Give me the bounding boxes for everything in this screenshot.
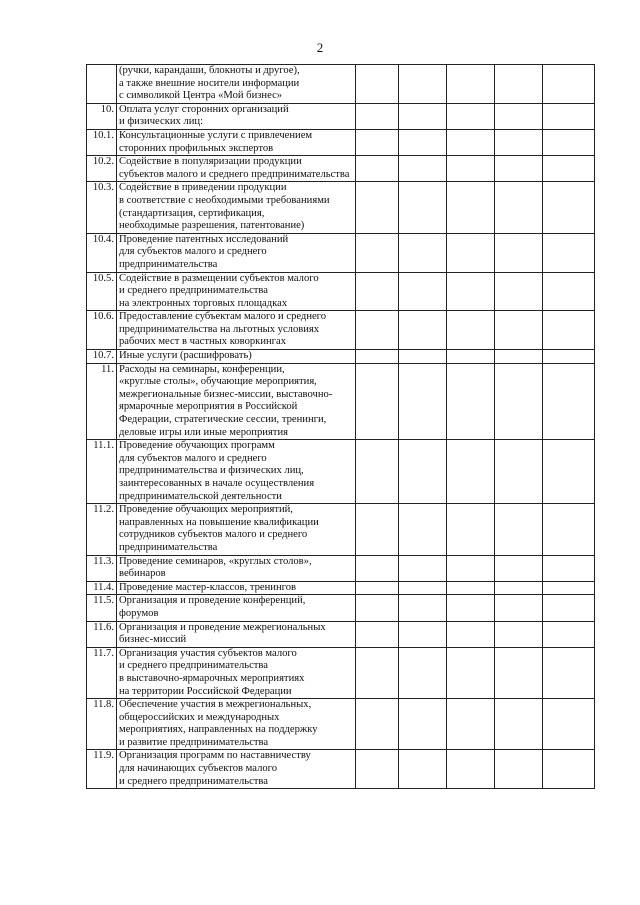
empty-cell	[495, 621, 543, 647]
description-line: и развитие предпринимательства	[119, 736, 269, 748]
row-description	[117, 750, 356, 789]
empty-cell	[495, 103, 543, 129]
description-line: мероприятиях, направленных на поддержку	[119, 724, 318, 736]
description-line: вебинаров	[119, 568, 166, 580]
table-row	[87, 233, 595, 272]
row-description	[117, 699, 356, 750]
empty-cell	[543, 156, 595, 182]
table-row	[87, 750, 595, 789]
row-number: 11.5.	[87, 595, 117, 621]
row-number: 11.8.	[87, 699, 117, 750]
empty-cell	[447, 363, 495, 440]
empty-cell	[495, 504, 543, 555]
table-row	[87, 504, 595, 555]
row-number: 11.	[87, 363, 117, 440]
description-line: заинтересованных в начале осуществления	[119, 478, 315, 489]
empty-cell	[399, 699, 447, 750]
description-line: Консультационные услуги с привлечением	[119, 129, 313, 141]
empty-cell	[447, 233, 495, 272]
description-line: предпринимательской деятельности	[119, 490, 282, 502]
row-description	[117, 311, 356, 350]
description-line: Организация и проведение межрегиональных	[119, 621, 326, 633]
row-number: 10.1.	[87, 129, 117, 155]
description-line: необходимые разрешения, патентование)	[119, 220, 305, 232]
table-row	[87, 581, 595, 595]
empty-cell	[495, 233, 543, 272]
empty-cell	[543, 182, 595, 233]
empty-cell	[543, 699, 595, 750]
empty-cell	[543, 272, 595, 311]
description-line: Содействие в приведении продукции	[119, 182, 287, 194]
empty-cell	[447, 555, 495, 581]
description-line: Обеспечение участия в межрегиональных,	[119, 699, 312, 711]
empty-cell	[399, 233, 447, 272]
empty-cell	[356, 363, 399, 440]
description-line: Предоставление субъектам малого и среднего	[119, 311, 327, 323]
row-description	[117, 182, 356, 233]
empty-cell	[399, 440, 447, 504]
empty-cell	[495, 156, 543, 182]
empty-cell	[356, 182, 399, 233]
table-row	[87, 182, 595, 233]
empty-cell	[495, 699, 543, 750]
empty-cell	[447, 182, 495, 233]
table-row	[87, 103, 595, 129]
description-line: и среднего предпринимательства	[119, 660, 268, 672]
empty-cell	[543, 440, 595, 504]
empty-cell	[399, 103, 447, 129]
empty-cell	[399, 65, 447, 104]
empty-cell	[356, 233, 399, 272]
row-description	[117, 440, 356, 504]
description-line: предпринимательства	[119, 258, 218, 270]
empty-cell	[356, 750, 399, 789]
empty-cell	[495, 750, 543, 789]
empty-cell	[399, 129, 447, 155]
empty-cell	[495, 350, 543, 364]
description-line: Организация участия субъектов малого	[119, 647, 297, 659]
empty-cell	[399, 350, 447, 364]
empty-cell	[447, 440, 495, 504]
table-row	[87, 595, 595, 621]
empty-cell	[495, 272, 543, 311]
table-row	[87, 621, 595, 647]
empty-cell	[356, 595, 399, 621]
description-line: (ручки, карандаши, блокноты и другое),	[119, 65, 300, 76]
description-line: предпринимательства и физических лиц,	[119, 465, 304, 477]
empty-cell	[399, 621, 447, 647]
description-line: с символикой Центра «Мой бизнес»	[119, 90, 283, 102]
row-description	[117, 103, 356, 129]
empty-cell	[543, 595, 595, 621]
row-number: 11.7.	[87, 647, 117, 698]
empty-cell	[356, 350, 399, 364]
empty-cell	[543, 504, 595, 555]
table-row	[87, 363, 595, 440]
empty-cell	[543, 65, 595, 104]
empty-cell	[495, 363, 543, 440]
empty-cell	[543, 581, 595, 595]
empty-cell	[356, 647, 399, 698]
empty-cell	[399, 311, 447, 350]
description-line: для субъектов малого и среднего	[119, 452, 267, 464]
table-row	[87, 350, 595, 364]
description-line: ярмарочные мероприятия в Российской	[119, 401, 298, 413]
empty-cell	[543, 647, 595, 698]
row-number	[87, 65, 117, 104]
row-description	[117, 647, 356, 698]
table-row	[87, 65, 595, 104]
row-description	[117, 363, 356, 440]
empty-cell	[399, 581, 447, 595]
row-number: 11.6.	[87, 621, 117, 647]
table-row	[87, 156, 595, 182]
description-line: Оплата услуг сторонних организаций	[119, 103, 289, 115]
description-line: сотрудников субъектов малого и среднего	[119, 529, 308, 541]
empty-cell	[543, 555, 595, 581]
description-line: Организация и проведение конференций,	[119, 595, 306, 607]
row-description	[117, 272, 356, 311]
row-description	[117, 595, 356, 621]
description-line: (стандартизация, сертификация,	[119, 207, 265, 219]
row-description	[117, 504, 356, 555]
description-line: форумов	[119, 607, 159, 619]
empty-cell	[399, 182, 447, 233]
description-line: субъектов малого и среднего предпринимательства	[119, 168, 350, 180]
description-line: предпринимательства на льготных условиях	[119, 323, 320, 335]
row-number: 11.3.	[87, 555, 117, 581]
empty-cell	[356, 272, 399, 311]
description-line: сторонних профильных экспертов	[119, 142, 274, 154]
row-description	[117, 555, 356, 581]
empty-cell	[356, 699, 399, 750]
empty-cell	[495, 595, 543, 621]
empty-cell	[447, 750, 495, 789]
empty-cell	[356, 103, 399, 129]
empty-cell	[356, 311, 399, 350]
empty-cell	[399, 272, 447, 311]
empty-cell	[447, 350, 495, 364]
empty-cell	[495, 311, 543, 350]
empty-cell	[447, 129, 495, 155]
description-line: бизнес-миссий	[119, 634, 187, 646]
row-description	[117, 129, 356, 155]
description-line: Содействие в размещении субъектов малого	[119, 272, 319, 284]
empty-cell	[447, 156, 495, 182]
table-row	[87, 272, 595, 311]
empty-cell	[543, 129, 595, 155]
empty-cell	[356, 555, 399, 581]
description-line: «круглые столы», обучающие мероприятия,	[119, 376, 317, 388]
row-description	[117, 621, 356, 647]
empty-cell	[399, 647, 447, 698]
description-line: Расходы на семинары, конференции,	[119, 363, 285, 375]
empty-cell	[447, 581, 495, 595]
description-line: общероссийских и международных	[119, 711, 280, 723]
row-description	[117, 233, 356, 272]
empty-cell	[447, 595, 495, 621]
description-line: и среднего предпринимательства	[119, 775, 268, 787]
description-line: Проведение обучающих программ	[119, 440, 275, 452]
empty-cell	[356, 440, 399, 504]
empty-cell	[447, 647, 495, 698]
empty-cell	[495, 65, 543, 104]
row-number: 10.2.	[87, 156, 117, 182]
description-line: Иные услуги (расшифровать)	[119, 350, 252, 362]
description-line: Содействие в популяризации продукции	[119, 156, 302, 168]
empty-cell	[543, 363, 595, 440]
description-line: Проведение патентных исследований	[119, 233, 289, 245]
empty-cell	[495, 440, 543, 504]
description-line: в соответствие с необходимыми требованиями	[119, 194, 330, 206]
page-number: 2	[316, 40, 324, 55]
empty-cell	[495, 555, 543, 581]
empty-cell	[543, 103, 595, 129]
row-number: 10.	[87, 103, 117, 129]
row-number: 11.1.	[87, 440, 117, 504]
empty-cell	[543, 750, 595, 789]
description-line: предпринимательства	[119, 541, 218, 553]
table-row	[87, 311, 595, 350]
empty-cell	[356, 504, 399, 555]
row-number: 10.4.	[87, 233, 117, 272]
empty-cell	[447, 504, 495, 555]
description-line: для начинающих субъектов малого	[119, 763, 278, 775]
empty-cell	[399, 363, 447, 440]
empty-cell	[495, 647, 543, 698]
empty-cell	[399, 750, 447, 789]
description-line: Организация программ по наставничеству	[119, 750, 311, 762]
description-line: Проведение обучающих мероприятий,	[119, 504, 293, 516]
description-line: Проведение семинаров, «круглых столов»,	[119, 555, 312, 567]
empty-cell	[356, 129, 399, 155]
table-row	[87, 647, 595, 698]
description-line: межрегиональные бизнес-миссии, выставочно-	[119, 388, 333, 400]
empty-cell	[356, 65, 399, 104]
expense-table	[86, 64, 595, 789]
empty-cell	[543, 233, 595, 272]
description-line: на территории Российской Федерации	[119, 685, 292, 697]
row-description	[117, 350, 356, 364]
description-line: и физических лиц:	[119, 116, 204, 128]
empty-cell	[399, 156, 447, 182]
empty-cell	[399, 555, 447, 581]
row-number: 10.7.	[87, 350, 117, 364]
row-description	[117, 65, 356, 104]
empty-cell	[447, 65, 495, 104]
empty-cell	[447, 272, 495, 311]
empty-cell	[356, 621, 399, 647]
description-line: направленных на повышение квалификации	[119, 516, 319, 528]
description-line: на электронных торговых площадках	[119, 297, 288, 309]
empty-cell	[447, 103, 495, 129]
description-line: деловые игры или иные мероприятия	[119, 426, 288, 438]
description-line: в выставочно-ярмарочных мероприятиях	[119, 672, 305, 684]
row-number: 10.6.	[87, 311, 117, 350]
table-row	[87, 440, 595, 504]
description-line: для субъектов малого и среднего	[119, 246, 267, 258]
empty-cell	[543, 350, 595, 364]
empty-cell	[543, 311, 595, 350]
row-description	[117, 156, 356, 182]
description-line: Федерации, стратегические сессии, тренинги,	[119, 414, 327, 426]
row-number: 10.5.	[87, 272, 117, 311]
empty-cell	[356, 156, 399, 182]
description-line: рабочих мест в частных коворкингах	[119, 336, 287, 348]
row-number: 10.3.	[87, 182, 117, 233]
empty-cell	[399, 595, 447, 621]
empty-cell	[447, 699, 495, 750]
table-row	[87, 129, 595, 155]
empty-cell	[447, 621, 495, 647]
table-row	[87, 699, 595, 750]
empty-cell	[399, 504, 447, 555]
empty-cell	[543, 621, 595, 647]
empty-cell	[356, 581, 399, 595]
empty-cell	[495, 182, 543, 233]
empty-cell	[447, 311, 495, 350]
empty-cell	[495, 581, 543, 595]
table-row	[87, 555, 595, 581]
row-number: 11.4.	[87, 581, 117, 595]
row-description	[117, 581, 356, 595]
description-line: Проведение мастер-классов, тренингов	[119, 581, 297, 593]
row-number: 11.9.	[87, 750, 117, 789]
description-line: а также внешние носители информации	[119, 77, 300, 89]
empty-cell	[495, 129, 543, 155]
row-number: 11.2.	[87, 504, 117, 555]
description-line: и среднего предпринимательства	[119, 285, 268, 297]
